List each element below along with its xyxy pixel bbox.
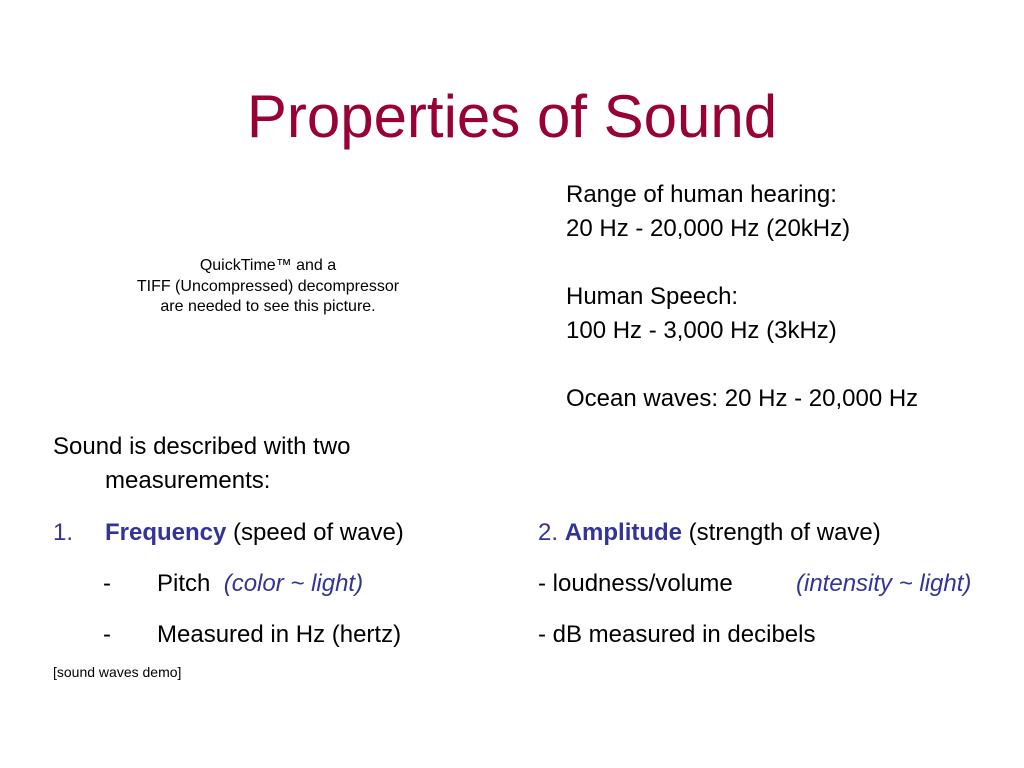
hearing-value: 20 Hz - 20,000 Hz (20kHz) [566, 215, 851, 242]
ocean-range: Ocean waves: 20 Hz - 20,000 Hz [566, 385, 919, 412]
placeholder-line-3: are needed to see this picture. [160, 298, 376, 315]
sound-waves-demo-link[interactable]: [sound waves demo] [53, 664, 182, 680]
loudness-note: (intensity ~ light) [796, 570, 972, 597]
placeholder-line-1: QuickTime™ and a [199, 257, 337, 274]
db-line: - dB measured in decibels [538, 621, 816, 648]
pitch-label: Pitch [157, 570, 211, 597]
amplitude-line [538, 516, 881, 550]
placeholder-line-2: TIFF (Uncompressed) decompressor [136, 277, 400, 295]
measured-line: Measured in Hz (hertz) [157, 621, 402, 648]
amplitude-desc: (strength of wave) [682, 519, 881, 546]
hearing-label: Range of human hearing: [566, 181, 837, 208]
measured-dash: - [103, 621, 111, 648]
pitch-line [157, 567, 363, 601]
pitch-dash: - [103, 570, 111, 597]
speech-value: 100 Hz - 3,000 Hz (3kHz) [566, 317, 837, 344]
intro-line-1: Sound is described with two [53, 433, 351, 460]
loudness-label: - loudness/volume [538, 570, 733, 597]
frequency-desc: (speed of wave) [226, 519, 404, 546]
frequency-number: 1. [53, 519, 74, 546]
speech-label: Human Speech: [566, 283, 739, 310]
pitch-note: (color ~ light) [223, 570, 364, 597]
loudness-line [538, 567, 733, 601]
intro-line-2: measurements: [105, 467, 271, 494]
quicktime-placeholder [108, 256, 428, 318]
frequency-term: Frequency [105, 519, 227, 546]
amplitude-term: Amplitude [564, 519, 683, 546]
amplitude-number: 2. [538, 519, 565, 546]
frequency-line [105, 516, 404, 550]
slide-title: Properties of Sound [246, 83, 778, 150]
frequency-ranges [566, 178, 918, 416]
